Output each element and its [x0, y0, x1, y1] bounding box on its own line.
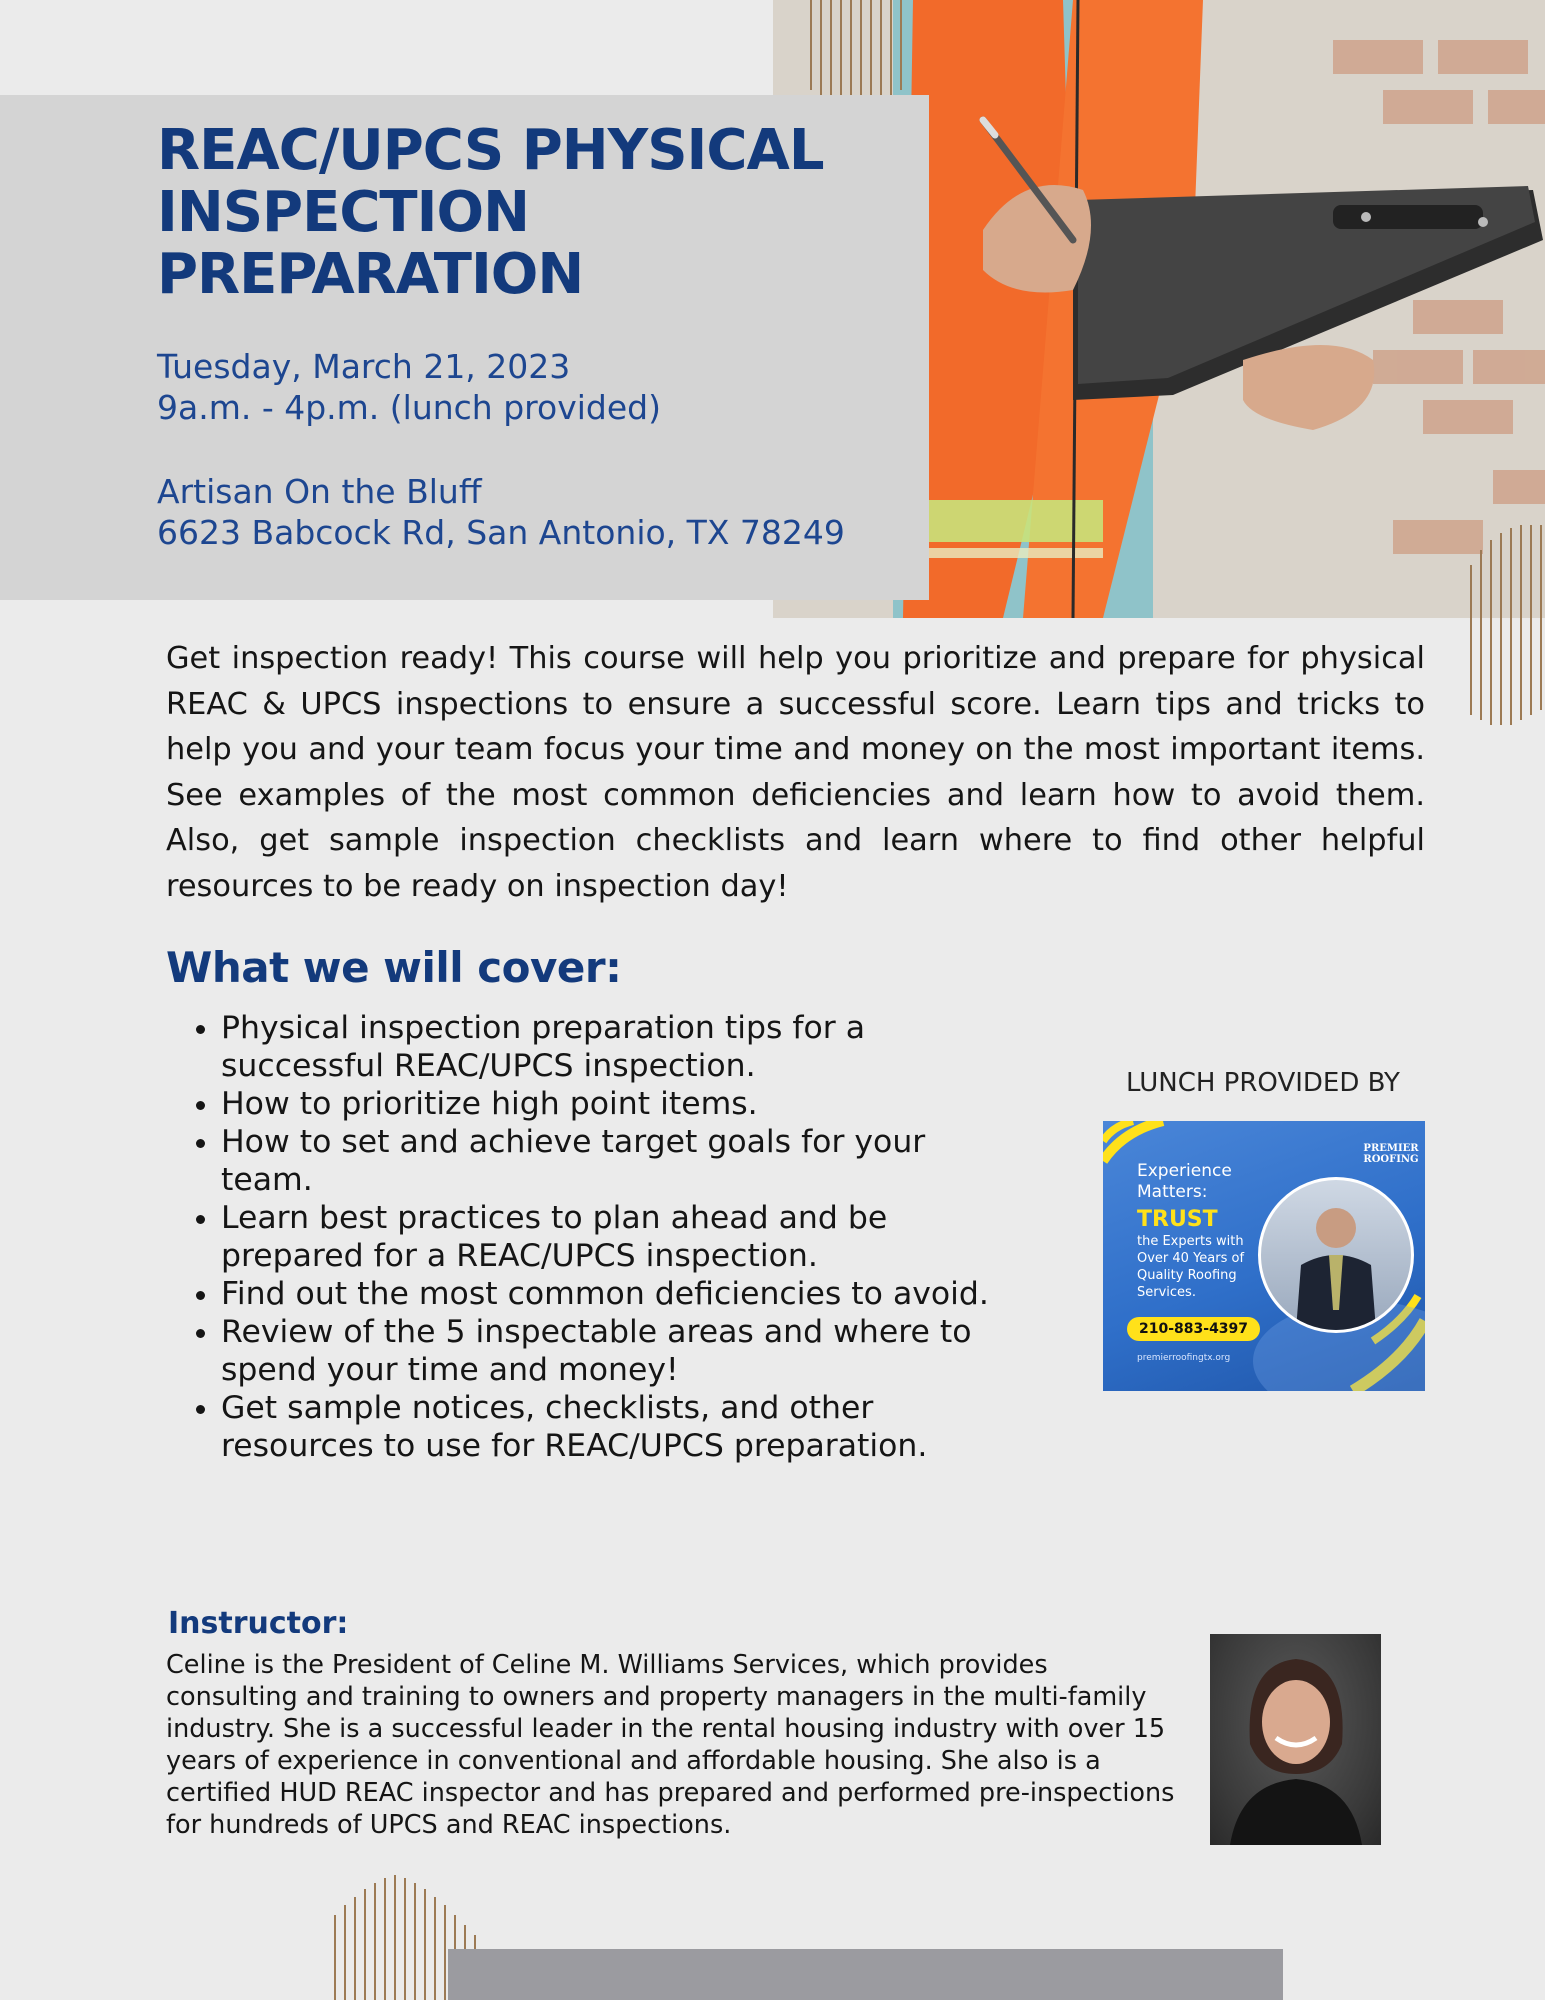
sponsor-description: the Experts with Over 40 Years of Quality Roofing Services.: [1137, 1234, 1245, 1300]
instructor-photo: [1210, 1634, 1381, 1845]
footer-bar: [448, 1949, 1283, 2000]
sponsor-ad-image: [1103, 1121, 1425, 1391]
sponsor-website: premierroofingtx.org: [1137, 1353, 1231, 1363]
decorative-stripes-right: [1465, 525, 1545, 725]
list-item: • Review of the 5 inspectable areas and where to spend your time and money!: [221, 1313, 1001, 1389]
list-item: • How to prioritize high point items.: [221, 1085, 1001, 1123]
event-date: Tuesday, March 21, 2023: [157, 347, 571, 386]
sponsor-logo: PREMIER ROOFING: [1363, 1143, 1419, 1165]
event-title: REAC/UPCS PHYSICAL INSPECTION PREPARATION: [157, 118, 824, 307]
sponsor-tagline: Experience Matters:: [1137, 1161, 1232, 1202]
cover-heading: What we will cover:: [166, 943, 622, 992]
sponsor-trust-word: TRUST: [1137, 1207, 1218, 1232]
event-venue: Artisan On the Bluff: [157, 472, 482, 511]
list-item: • Get sample notices, checklists, and other resources to use for REAC/UPCS preparation.: [221, 1389, 1001, 1465]
list-item: • Learn best practices to plan ahead and be prepared for a REAC/UPCS inspection.: [221, 1199, 1001, 1275]
event-address: 6623 Babcock Rd, San Antonio, TX 78249: [157, 513, 845, 552]
instructor-bio: Celine is the President of Celine M. Williams Services, which provides consulting and training to owners and property managers in the multi-family industry. She is a successful leader in the rental housing industry with over 15 years of experience in conventional and affordable housing. She also is a certified HUD REAC inspector and has prepared and performed pre-inspections for hundreds of UPCS and REAC inspections.: [166, 1650, 1175, 1840]
sponsor-phone: 210-883-4397: [1127, 1317, 1260, 1341]
list-item: • Find out the most common deficiencies to avoid.: [221, 1275, 1001, 1313]
intro-paragraph: Get inspection ready! This course will help you prioritize and prepare for physical REAC & UPCS inspections to ensure a successful score. Learn tips and tricks to help you and your team focus your time and money on the most important items. See examples of the most common deficiencies and learn how to avoid them. Also, get sample inspection checklists and learn where to find other helpful resources to be ready on inspection day!: [166, 641, 1425, 904]
instructor-heading: Instructor:: [168, 1606, 349, 1641]
sponsor-person-photo: [1258, 1177, 1414, 1333]
lunch-sponsor-label: LUNCH PROVIDED BY: [1126, 1068, 1400, 1098]
cover-list: [166, 1009, 1001, 1465]
event-time: 9a.m. - 4p.m. (lunch provided): [157, 388, 661, 427]
list-item: • Physical inspection preparation tips for a successful REAC/UPCS inspection.: [221, 1009, 1001, 1085]
list-item: • How to set and achieve target goals for your team.: [221, 1123, 1001, 1199]
